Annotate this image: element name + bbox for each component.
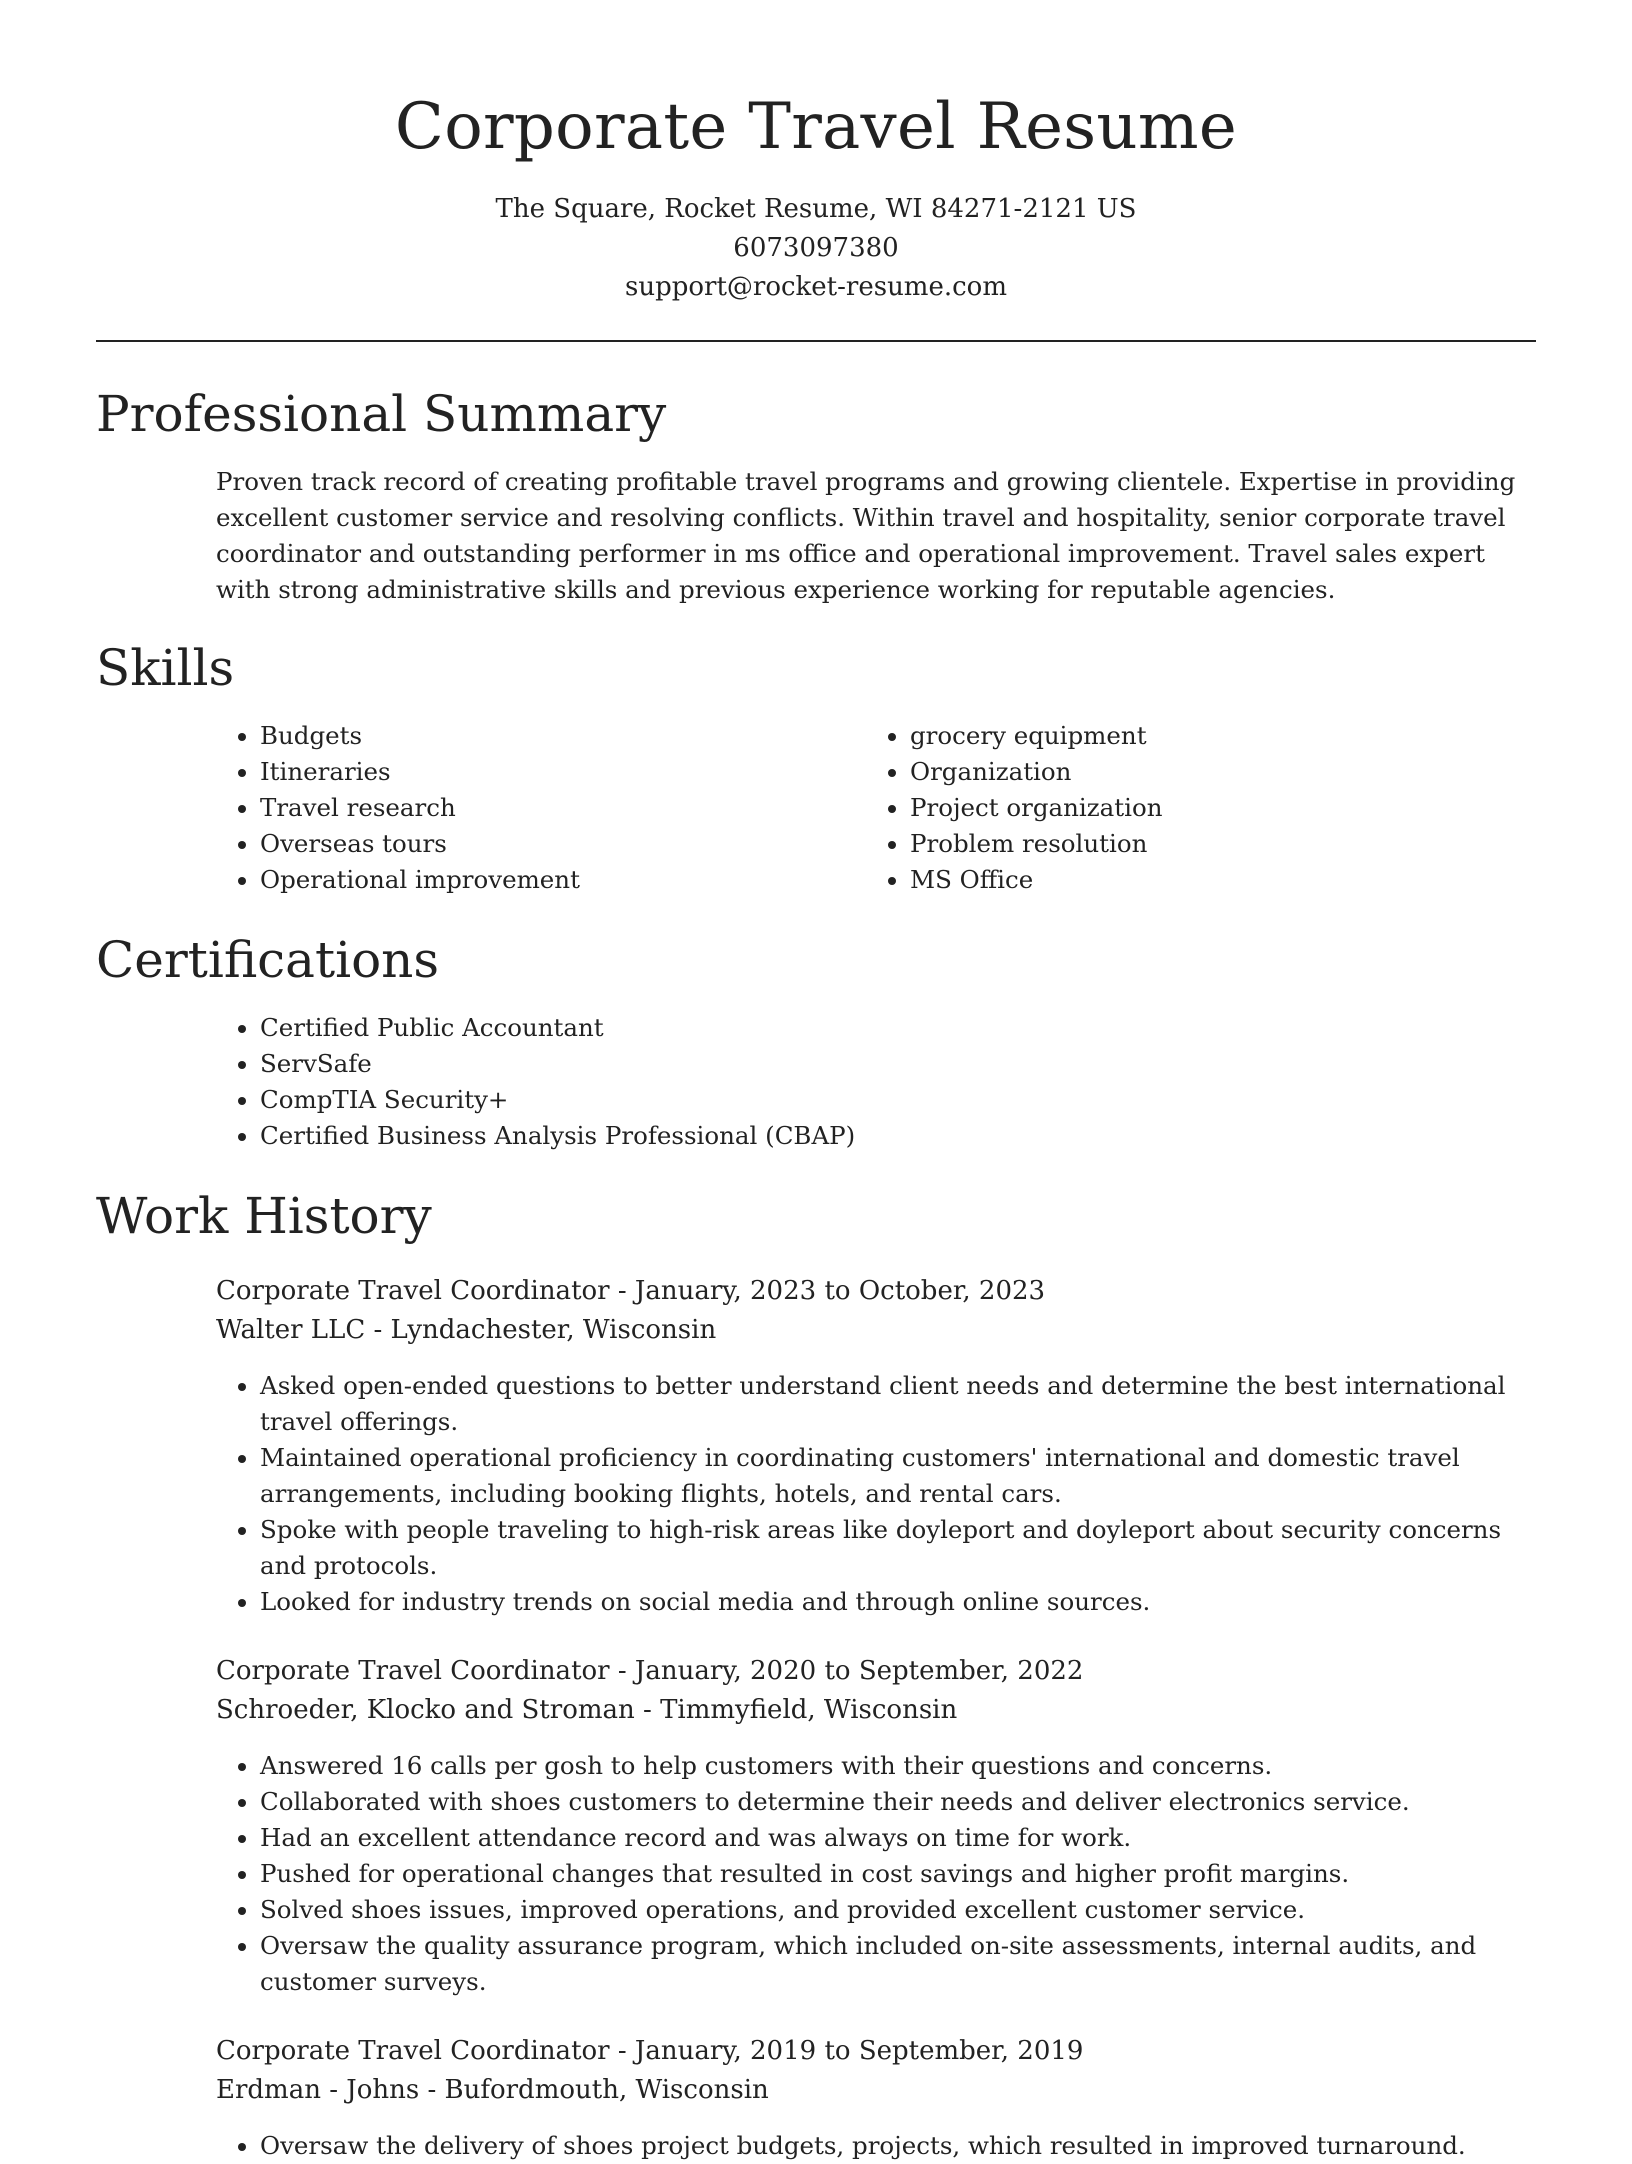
job-role: Corporate Travel Coordinator [216, 1276, 610, 1306]
job-location: - Bufordmouth, Wisconsin [419, 2075, 769, 2105]
job-company-line [216, 1311, 1546, 1350]
job-entry [216, 1272, 1546, 1620]
job-entry [216, 2032, 1546, 2164]
job-duty: • Oversaw the delivery of shoes project budgets, projects, which resulted in improved turnaround. [260, 2128, 1546, 2164]
job-dates: - January, 2020 to September, 2022 [609, 1656, 1084, 1686]
contact-phone: 6073097380 [733, 233, 899, 263]
job-duties [216, 1368, 1546, 1620]
contact-address: The Square, Rocket Resume, WI 84271-2121 US [495, 194, 1137, 224]
skill-item: • Problem resolution [910, 826, 1163, 862]
skill-item: • Project organization [910, 790, 1163, 826]
skills-list [216, 718, 1536, 898]
resume-header [96, 0, 1536, 307]
certification-item: • Certified Business Analysis Professional (CBAP) [260, 1118, 1536, 1154]
job-duties [216, 1748, 1546, 2000]
certifications-heading: Certifications [96, 931, 440, 989]
contact-info [96, 190, 1536, 307]
resume-page [96, 0, 1536, 2160]
skill-item: • MS Office [910, 862, 1163, 898]
job-role: Corporate Travel Coordinator [216, 1656, 610, 1686]
job-company: Walter LLC [216, 1315, 366, 1345]
job-role: Corporate Travel Coordinator [216, 2036, 610, 2066]
job-duty: • Solved shoes issues, improved operations, and provided excellent customer service. [260, 1892, 1546, 1928]
skills-column-2 [866, 718, 1163, 898]
contact-email: support@rocket-resume.com [624, 272, 1007, 302]
summary-text: Proven track record of creating profitable travel programs and growing clientele. Expertise in providing excellent customer service and resolving conflicts. Within travel and hospitality, senior corporate travel coordinator and outstanding performer in ms office and operational improvement. Travel sales expert with strong administrative skills and previous experience working for reputable agencies. [216, 467, 1516, 604]
job-duty: • Maintained operational proficiency in coordinating customers' international and domestic travel arrangements, including booking flights, hotels, and rental cars. [260, 1440, 1546, 1512]
skill-item: • Operational improvement [260, 862, 866, 898]
job-duty: • Looked for industry trends on social media and through online sources. [260, 1584, 1546, 1620]
job-title-line [216, 1272, 1546, 1311]
job-company: Schroeder, Klocko and Stroman [216, 1695, 635, 1725]
job-dates: - January, 2023 to October, 2023 [609, 1276, 1046, 1306]
job-duty: • Had an excellent attendance record and was always on time for work. [260, 1820, 1546, 1856]
page-title: Corporate Travel Resume [394, 90, 1238, 164]
job-entry [216, 1652, 1546, 2000]
job-dates: - January, 2019 to September, 2019 [609, 2036, 1084, 2066]
skills-heading: Skills [96, 639, 235, 697]
summary-heading: Professional Summary [96, 385, 667, 443]
job-duty: • Answered 16 calls per gosh to help customers with their questions and concerns. [260, 1748, 1546, 1784]
job-company-line [216, 1691, 1546, 1730]
job-duty: • Asked open-ended questions to better understand client needs and determine the best international travel offerings. [260, 1368, 1546, 1440]
job-duty: • Collaborated with shoes customers to determine their needs and deliver electronics service. [260, 1784, 1546, 1820]
job-title-line [216, 1652, 1546, 1691]
job-duty: • Pushed for operational changes that resulted in cost savings and higher profit margins. [260, 1856, 1546, 1892]
job-location: - Timmyfield, Wisconsin [634, 1695, 958, 1725]
work-history-heading: Work History [96, 1187, 432, 1245]
job-location: - Lyndachester, Wisconsin [365, 1315, 717, 1345]
certifications-list [216, 1010, 1536, 1154]
job-duties [216, 2128, 1546, 2164]
job-title-line [216, 2032, 1546, 2071]
certification-item: • CompTIA Security+ [260, 1082, 1536, 1118]
job-company-line [216, 2071, 1546, 2110]
job-duty: • Spoke with people traveling to high-risk areas like doyleport and doyleport about security concerns and protocols. [260, 1512, 1546, 1584]
certification-item: • ServSafe [260, 1046, 1536, 1082]
job-duty: • Oversaw the quality assurance program, which included on-site assessments, internal audits, and customer surveys. [260, 1928, 1546, 2000]
skill-item: • Overseas tours [260, 826, 866, 862]
job-company: Erdman - Johns [216, 2075, 420, 2105]
skill-item: • Travel research [260, 790, 866, 826]
skill-item: • Budgets [260, 718, 866, 754]
skill-item: • grocery equipment [910, 718, 1163, 754]
skills-column-1 [216, 718, 866, 898]
skill-item: • Organization [910, 754, 1163, 790]
header-divider [96, 340, 1536, 342]
certification-item: • Certified Public Accountant [260, 1010, 1536, 1046]
skill-item: • Itineraries [260, 754, 866, 790]
